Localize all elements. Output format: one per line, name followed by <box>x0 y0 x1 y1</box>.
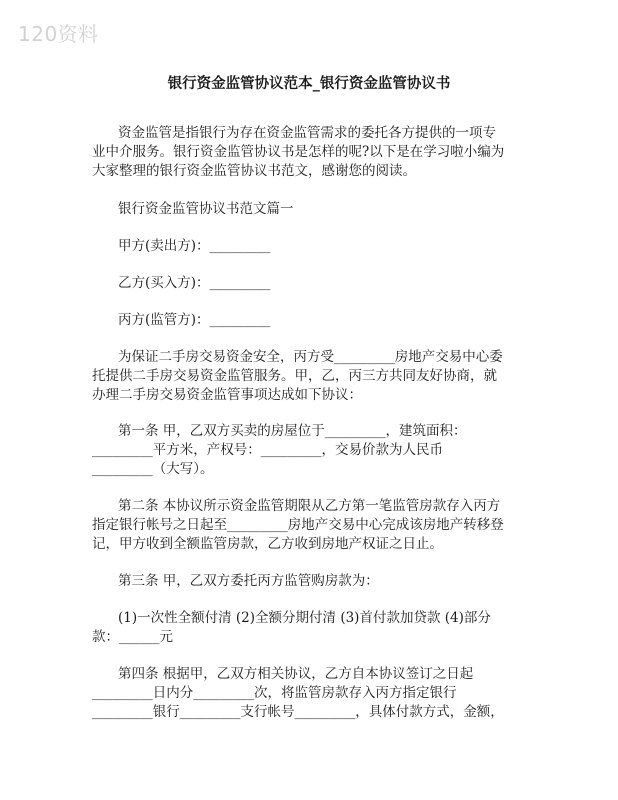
article-4-line: _________日内分_________次，将监管房款存入丙方指定银行 <box>92 685 457 701</box>
party-b-line: 乙方(买入方)：_________ <box>118 275 271 291</box>
paragraph-line: 办理二手房交易资金监管事项达成如下协议： <box>92 387 362 403</box>
article-1-line: 第一条 甲，乙双方买卖的房屋位于_________，建筑面积： <box>118 423 467 439</box>
article-4-line: 第四条 根据甲，乙双方相关协议，乙方自本协议签订之日起 <box>118 666 474 682</box>
article-2-line: 指定银行帐号之日起至_________房地产交易中心完成该房地产转移登 <box>92 517 504 533</box>
paragraph-line: 资金监管是指银行为存在资金监管需求的委托各方提供的一项专 <box>118 125 496 141</box>
paragraph-line: 托提供二手房交易资金监管服务。甲，乙，丙三方共同友好协商，就 <box>92 368 497 384</box>
article-1-line: _________（大写）。 <box>92 461 214 477</box>
paragraph-line: 大家整理的银行资金监管协议书范文，感谢您的阅读。 <box>92 163 416 179</box>
payment-options-line: (1)一次性全额付清 (2)全额分期付清 (3)首付款加贷款 (4)部分 <box>118 610 491 626</box>
party-a-line: 甲方(卖出方)：_________ <box>118 238 271 254</box>
article-2-line: 记，甲方收到全额监管房款，乙方收到房地产权证之日止。 <box>92 536 443 552</box>
payment-options-line: 款：______元 <box>92 629 173 645</box>
paragraph-line: 业中介服务。银行资金监管协议书是怎样的呢?以下是在学习啦小编为 <box>92 144 505 160</box>
article-3-line: 第三条 甲，乙双方委托丙方监管购房款为： <box>118 573 379 589</box>
section-heading: 银行资金监管协议书范文篇一 <box>118 201 294 217</box>
watermark: 120资料 <box>18 22 99 46</box>
article-4-line: _________银行_________支行帐号_________，具体付款方式，金额， <box>92 704 504 720</box>
article-2-line: 第二条 本协议所示资金监管期限从乙方第一笔监管房款存入丙方 <box>118 498 501 514</box>
party-c-line: 丙方(监管方)：_________ <box>118 312 271 328</box>
document-title: 银行资金监管协议范本_银行资金监管协议书 <box>167 76 451 92</box>
article-1-line: _________平方米，产权号：_________，交易价款为人民币 <box>92 442 443 458</box>
paragraph-line: 为保证二手房交易资金安全，丙方受_________房地产交易中心委 <box>118 349 503 365</box>
